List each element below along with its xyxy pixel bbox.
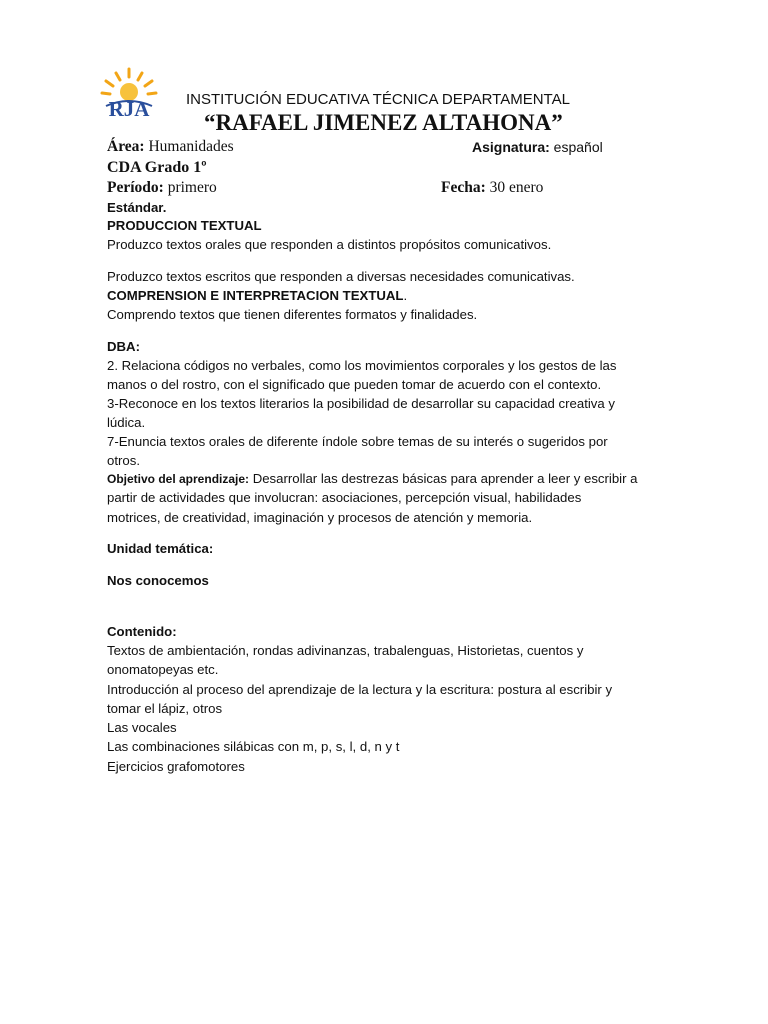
dba-line: lúdica. — [107, 415, 146, 430]
dba-line: 2. Relaciona códigos no verbales, como los movimientos corporales y los gestos de las — [107, 358, 617, 373]
logo-text: RJA — [108, 97, 150, 121]
content-label: Contenido: — [107, 624, 177, 639]
subject-value: español — [549, 139, 603, 155]
standard-line-3: Comprendo textos que tienen diferentes formatos y finalidades. — [107, 307, 478, 322]
dba-line: otros. — [107, 453, 140, 468]
area-label: Área: — [107, 138, 145, 155]
dba-label: DBA: — [107, 339, 140, 354]
standard-heading-production: PRODUCCION TEXTUAL — [107, 218, 262, 233]
content-line: Ejercicios grafomotores — [107, 759, 245, 774]
subject-label: Asignatura: — [472, 139, 550, 155]
content-line: onomatopeyas etc. — [107, 662, 219, 677]
date-line — [441, 179, 543, 197]
period-line — [107, 179, 217, 197]
heading-period: . — [403, 288, 408, 303]
subject-line — [472, 139, 603, 155]
unit-title: Nos conocemos — [107, 573, 209, 588]
date-label: Fecha: — [441, 179, 486, 196]
grade: CDA Grado 1º — [107, 159, 207, 176]
standard-line-1: Produzco textos orales que responden a distintos propósitos comunicativos. — [107, 237, 552, 252]
standard-heading-comprehension: COMPRENSION E INTERPRETACION TEXTUAL — [107, 288, 404, 303]
standard-line-2: Produzco textos escritos que responden a diversas necesidades comunicativas. — [107, 269, 575, 284]
period-label: Período: — [107, 179, 164, 196]
content-line: Las combinaciones silábicas con m, p, s, l, d, n y t — [107, 739, 400, 754]
content-line: tomar el lápiz, otros — [107, 701, 223, 716]
objective-text-1: Desarrollar las destrezas básicas para aprender a leer y escribir a — [249, 471, 638, 486]
area-line — [107, 138, 234, 156]
content-line: Textos de ambientación, rondas adivinanzas, trabalenguas, Historietas, cuentos y — [107, 643, 584, 658]
school-name: “RAFAEL JIMENEZ ALTAHONA” — [204, 110, 563, 135]
period-value: primero — [163, 179, 217, 196]
school-logo — [100, 66, 158, 124]
dba-line: 3-Reconoce en los textos literarios la posibilidad de desarrollar su capacidad creativa y — [107, 396, 615, 411]
objective-label: Objetivo del aprendizaje: — [107, 472, 250, 486]
content-line: Introducción al proceso del aprendizaje de la lectura y la escritura: postura al escribir y — [107, 682, 613, 697]
area-value: Humanidades — [144, 138, 234, 155]
date-value: 30 enero — [485, 179, 544, 196]
standard-label: Estándar. — [107, 200, 167, 215]
content-line: Las vocales — [107, 720, 177, 735]
dba-line: 7-Enuncia textos orales de diferente índole sobre temas de su interés o sugeridos por — [107, 434, 608, 449]
standard-heading-comprehension-line — [107, 286, 407, 305]
institution-name: INSTITUCIÓN EDUCATIVA TÉCNICA DEPARTAMENTAL — [186, 91, 570, 108]
unit-label: Unidad temática: — [107, 541, 214, 556]
dba-line: manos o del rostro, con el significado que pueden tomar de acuerdo con el contexto. — [107, 377, 602, 392]
objective-line-2: partir de actividades que involucran: asociaciones, percepción visual, habilidades — [107, 490, 582, 505]
objective-line-1 — [107, 469, 638, 489]
objective-line-3: motrices, de creatividad, imaginación y procesos de atención y memoria. — [107, 510, 533, 525]
